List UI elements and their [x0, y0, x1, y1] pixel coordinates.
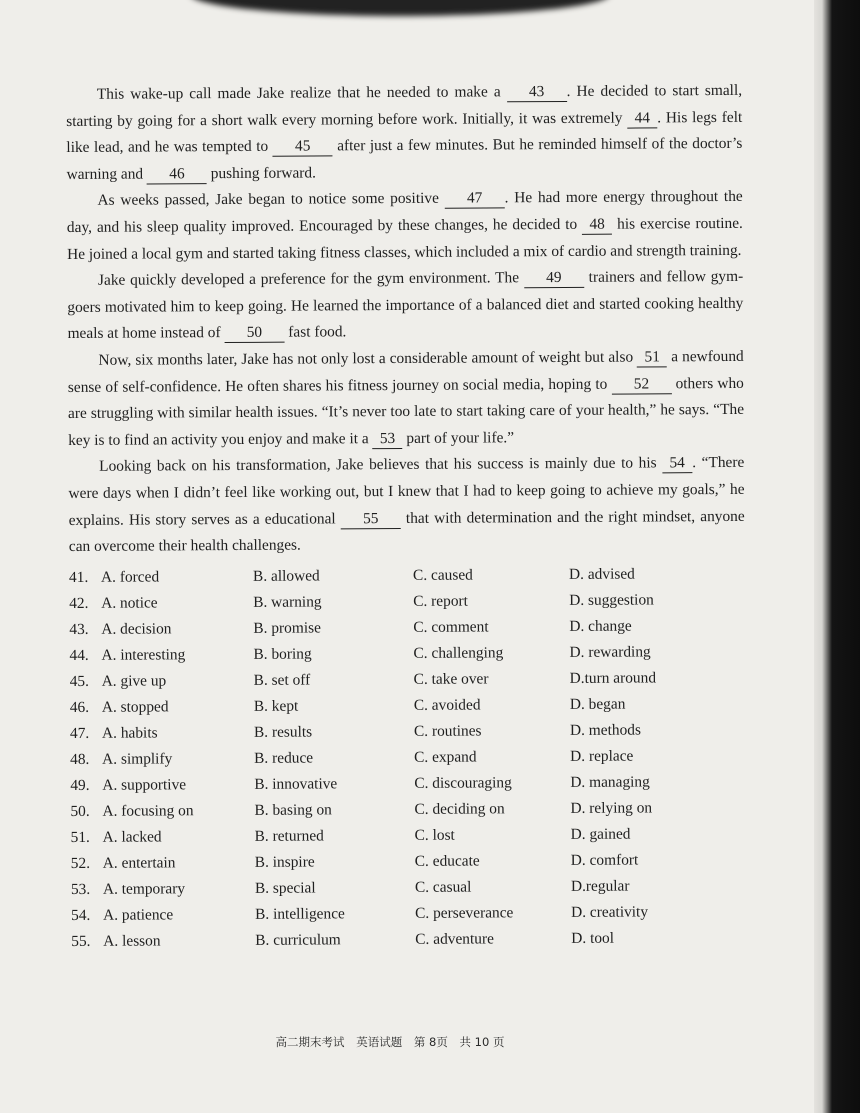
blank-54: 54 — [662, 454, 692, 473]
option-row-44 — [69, 639, 745, 669]
question-number: 45. — [69, 672, 89, 690]
option-a: A. supportive — [102, 775, 187, 794]
blank-50: 50 — [224, 324, 284, 343]
option-row-53 — [71, 873, 747, 903]
question-number: 47. — [69, 724, 90, 742]
option-d: D. replace — [570, 747, 634, 765]
blank-47: 47 — [445, 190, 505, 209]
footer-page-number: 第 8页 — [413, 1035, 448, 1049]
question-number: 46. — [69, 698, 90, 716]
question-number: 51. — [70, 828, 90, 846]
option-d: D. advised — [568, 565, 635, 583]
option-a: A. decision — [101, 620, 172, 638]
option-b: B. intelligence — [255, 904, 345, 923]
blank-43: 43 — [507, 83, 567, 102]
question-number: 52. — [70, 854, 91, 872]
cloze-passage — [66, 78, 745, 561]
blank-55: 55 — [341, 509, 401, 528]
option-c: C. discouraging — [414, 773, 512, 792]
option-row-47 — [70, 717, 746, 747]
blank-46: 46 — [147, 165, 207, 184]
option-row-50 — [70, 795, 746, 825]
option-b: B. basing on — [254, 801, 332, 819]
option-b: B. boring — [253, 645, 312, 663]
question-number: 53. — [70, 880, 91, 898]
option-b: B. promise — [253, 619, 321, 637]
option-b: B. warning — [253, 593, 322, 611]
option-b: B. inspire — [254, 853, 315, 871]
option-row-46 — [70, 691, 746, 721]
blank-53: 53 — [372, 430, 402, 449]
option-c: C. educate — [414, 852, 480, 870]
question-number: 42. — [69, 594, 89, 612]
option-a: A. focusing on — [102, 801, 194, 820]
option-c: C. take over — [413, 670, 489, 688]
paragraph-2: As weeks passed, Jake began to notice some positive 47 . He had more energy throughout the day, and his sleep quality improved. Encouraged by these changes, he decided to 48 his exercise routine. He joined a local gym and started taking fitness classes, which included a mix of cardio and strength training. — [66, 188, 743, 263]
option-a: A. stopped — [101, 698, 169, 716]
option-a: A. notice — [101, 594, 158, 612]
option-b: B. set off — [253, 671, 311, 689]
paragraph-1: This wake-up call made Jake realize that he needed to make a 43 . He decided to start small, starting by going for a short walk every morning before work. Initially, it was extremely 44 . His legs felt like lead, and he was tempted to 45 after just a few minutes. But he reminded himself of the doctor’s warning and 46 pushing forward. — [66, 81, 743, 183]
footer-subject: 英语试题 — [356, 1035, 403, 1049]
option-c: C. report — [413, 592, 468, 610]
option-d: D. change — [569, 617, 632, 635]
option-d: D. tool — [571, 929, 615, 947]
option-b: B. reduce — [254, 749, 314, 767]
option-b: B. kept — [253, 697, 299, 715]
option-b: B. special — [254, 879, 316, 897]
option-a: A. give up — [101, 672, 167, 690]
option-a: A. lesson — [103, 932, 161, 950]
option-d: D. creativity — [571, 903, 649, 921]
option-d: D. began — [569, 695, 626, 713]
option-c: C. lost — [414, 826, 455, 844]
page-footer — [0, 1034, 780, 1050]
option-d: D.turn around — [569, 669, 657, 687]
option-c: C. avoided — [413, 696, 481, 714]
option-b: B. returned — [254, 827, 324, 845]
question-number: 41. — [68, 568, 89, 586]
option-b: B. curriculum — [255, 931, 341, 949]
question-number: 43. — [69, 620, 89, 638]
option-d: D.regular — [570, 877, 630, 895]
option-row-55 — [71, 925, 747, 955]
paragraph-3: Jake quickly developed a preference for the gym environment. The 49 trainers and fellow gym-goers motivated him to keep going. He learned the importance of a balanced diet and started cooking healthy meals at home instead of 50 fast food. — [67, 268, 744, 343]
option-row-54 — [71, 899, 747, 929]
option-c: C. casual — [414, 878, 472, 896]
option-a: A. habits — [101, 724, 158, 742]
question-number: 50. — [70, 802, 90, 820]
option-d: D. comfort — [570, 851, 639, 869]
option-row-43 — [69, 613, 745, 643]
option-a: A. temporary — [102, 879, 186, 898]
blank-49: 49 — [524, 269, 584, 288]
option-row-51 — [71, 821, 747, 851]
option-row-45 — [70, 665, 746, 695]
option-d: D. methods — [569, 721, 641, 739]
scan-top-shadow — [190, 0, 610, 16]
footer-page-total: 共 10 页 — [459, 1035, 505, 1049]
blank-52: 52 — [611, 375, 671, 394]
option-a: A. simplify — [102, 750, 173, 768]
blank-51: 51 — [637, 348, 667, 367]
option-c: C. deciding on — [414, 800, 505, 818]
answer-options — [69, 561, 747, 955]
question-number: 49. — [70, 776, 90, 794]
option-b: B. results — [253, 723, 313, 741]
option-c: C. caused — [412, 566, 473, 584]
option-a: A. forced — [100, 568, 160, 586]
option-b: B. innovative — [254, 775, 338, 793]
option-c: C. perseverance — [415, 903, 514, 922]
exam-page — [66, 78, 747, 955]
question-number: 44. — [69, 646, 89, 664]
option-c: C. routines — [413, 722, 482, 740]
option-d: D. relying on — [570, 799, 653, 817]
paragraph-5: Looking back on his transformation, Jake believes that his success is mainly due to his 54 . “There were days when I didn’t feel like working out, but I knew that I had to keep going to achieve my goals,” he explains. His story serves as a educational 55 that with determination and the right mindset, anyone can overcome their health challenges. — [68, 454, 745, 556]
option-a: A. patience — [103, 906, 174, 924]
option-d: D. managing — [570, 773, 650, 791]
option-a: A. lacked — [102, 828, 162, 846]
question-number: 48. — [70, 750, 90, 768]
option-row-52 — [71, 847, 747, 877]
blank-48: 48 — [582, 216, 612, 235]
blank-44: 44 — [627, 109, 657, 128]
option-d: D. rewarding — [569, 643, 651, 661]
option-c: C. adventure — [415, 930, 494, 948]
option-a: A. interesting — [101, 645, 186, 664]
option-row-48 — [70, 743, 746, 773]
footer-exam-title: 高二期末考试 — [275, 1035, 345, 1049]
option-row-42 — [69, 587, 745, 617]
option-d: D. suggestion — [569, 591, 654, 609]
option-b: B. allowed — [252, 567, 320, 585]
question-number: 54. — [71, 906, 91, 924]
paragraph-4: Now, six months later, Jake has not only lost a considerable amount of weight but also 51 a newfound sense of self-confidence. He often shares his fitness journey on social media, hoping to 52 others who are struggling with similar health issues. “It’s never too late to start taking care of your health,” he says. “The key is to find an activity you enjoy and make it a 53 part of your life.” — [67, 347, 745, 449]
option-d: D. gained — [570, 825, 631, 843]
option-row-41 — [69, 561, 745, 591]
option-c: C. challenging — [413, 644, 504, 662]
option-a: A. entertain — [102, 854, 176, 872]
blank-45: 45 — [273, 138, 333, 157]
option-c: C. comment — [413, 618, 489, 636]
question-number: 55. — [71, 932, 91, 950]
option-c: C. expand — [414, 748, 477, 766]
option-row-49 — [70, 769, 746, 799]
scan-right-edge — [814, 0, 860, 1113]
